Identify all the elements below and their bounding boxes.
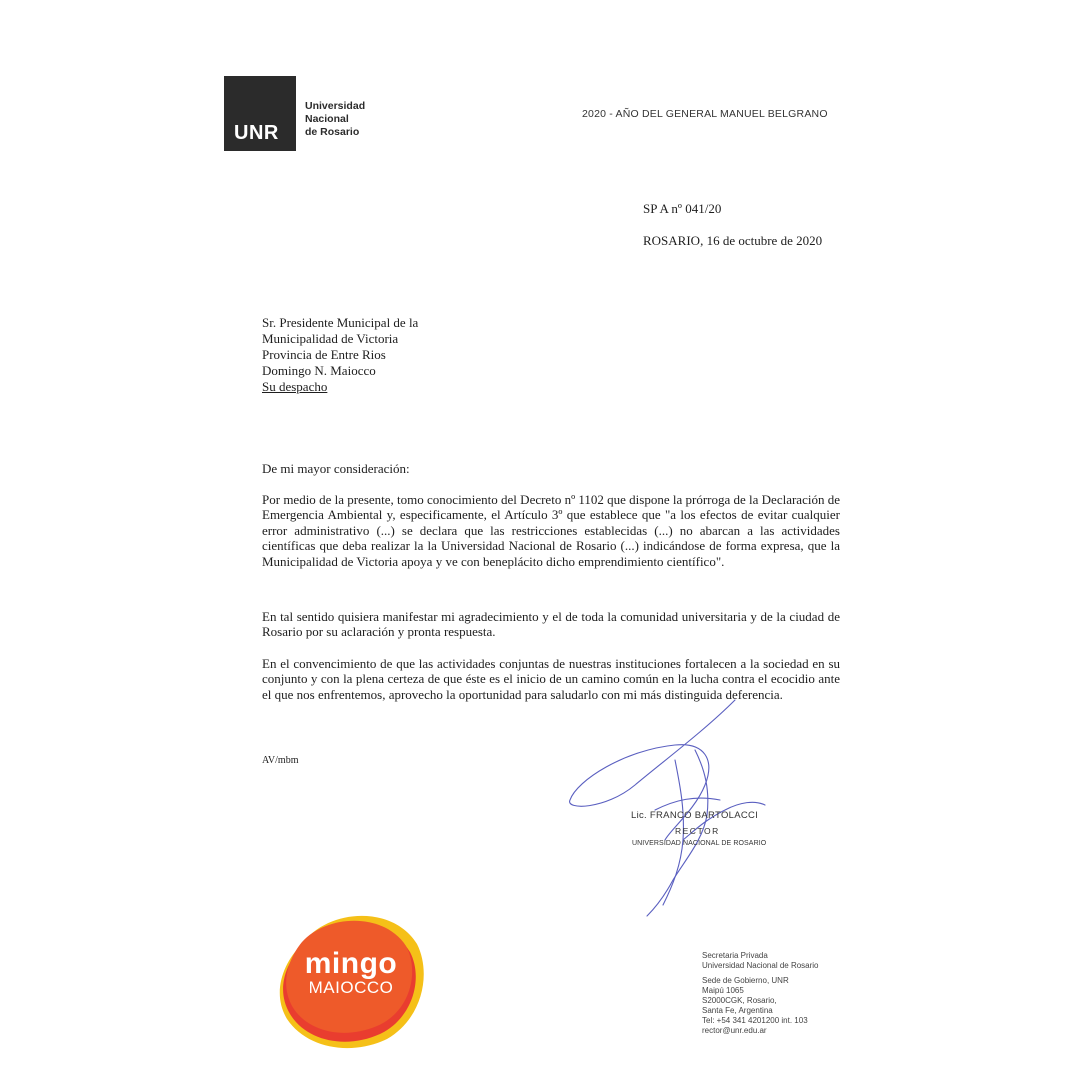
initials: AV/mbm [262, 755, 299, 766]
footer-line: Universidad Nacional de Rosario [702, 961, 819, 970]
signatory-name: Lic. FRANCO BARTOLACCI [631, 810, 759, 821]
signatory-institution: UNIVERSIDAD NACIONAL DE ROSARIO [632, 840, 767, 847]
footer-line: Tel: +54 341 4201200 int. 103 [702, 1016, 808, 1025]
recipient-line: Domingo N. Maiocco [262, 363, 376, 378]
unr-logo [224, 76, 296, 151]
logo-text: UNR [234, 122, 279, 144]
footer-line: rector@unr.edu.ar [702, 1026, 767, 1035]
greeting: De mi mayor consideración: [262, 461, 410, 476]
letter-date: ROSARIO, 16 de octubre de 2020 [643, 233, 823, 248]
footer-contact [702, 951, 819, 1036]
footer-line: Maipú 1065 [702, 986, 744, 995]
footer-line: Secretaria Privada [702, 951, 768, 960]
recipient-line: Sr. Presidente Municipal de la [262, 315, 419, 330]
recipient-line: Municipalidad de Victoria [262, 331, 399, 346]
footer-line: S2000CGK, Rosario, [702, 996, 777, 1005]
footer-line: Santa Fe, Argentina [702, 1006, 773, 1015]
paragraph-3: En el convencimiento de que las actividades conjuntas de nuestras instituciones fortalecen a la sociedad en su conjunto y con la plena certeza de que éste es el inicio de un camino común en la lucha contra el ecocidio ante el que nos enfrentemos, aprovecho la oportunidad para saludarlo con mi más distinguida deferencia. [262, 656, 840, 702]
university-name-line: Nacional [305, 113, 349, 125]
recipient-line: Provincia de Entre Rios [262, 347, 386, 362]
paragraph-2: En tal sentido quisiera manifestar mi agradecimiento y el de toda la comunidad universitaria y de la ciudad de Rosario por su aclaración y pronta respuesta. [262, 609, 840, 640]
recipient-closing: Su despacho [262, 379, 328, 394]
year-motto: 2020 - AÑO DEL GENERAL MANUEL BELGRANO [582, 108, 828, 120]
signatory-role: RECTOR [675, 826, 720, 836]
university-name-line: de Rosario [305, 126, 360, 138]
university-name-line: Universidad [305, 100, 366, 112]
badge-line-2: MAIOCCO [308, 978, 394, 997]
paragraph-1: Por medio de la presente, tomo conocimiento del Decreto nº 1102 que dispone la prórroga de la Declaración de Emergencia Ambiental y, especificamente, el Artículo 3º que establece que "a los efectos de evitar cualquier error administrativo (...) se declara que las restricciones establecidas (...) no abarcan a las actividades científicas que deba realizar la la Universidad Nacional de Rosario (...) indicándose de forma expresa, que la Municipalidad de Victoria apoya y ve con beneplácito dicho emprendimiento científico". [262, 492, 840, 569]
university-name [305, 100, 365, 139]
footer-line: Sede de Gobierno, UNR [702, 976, 789, 985]
badge-text [288, 947, 414, 998]
recipient-block [262, 315, 418, 395]
handwritten-signature [555, 690, 775, 920]
reference-number: SP A nº 041/20 [643, 201, 722, 216]
badge-line-1: mingo [304, 947, 398, 980]
